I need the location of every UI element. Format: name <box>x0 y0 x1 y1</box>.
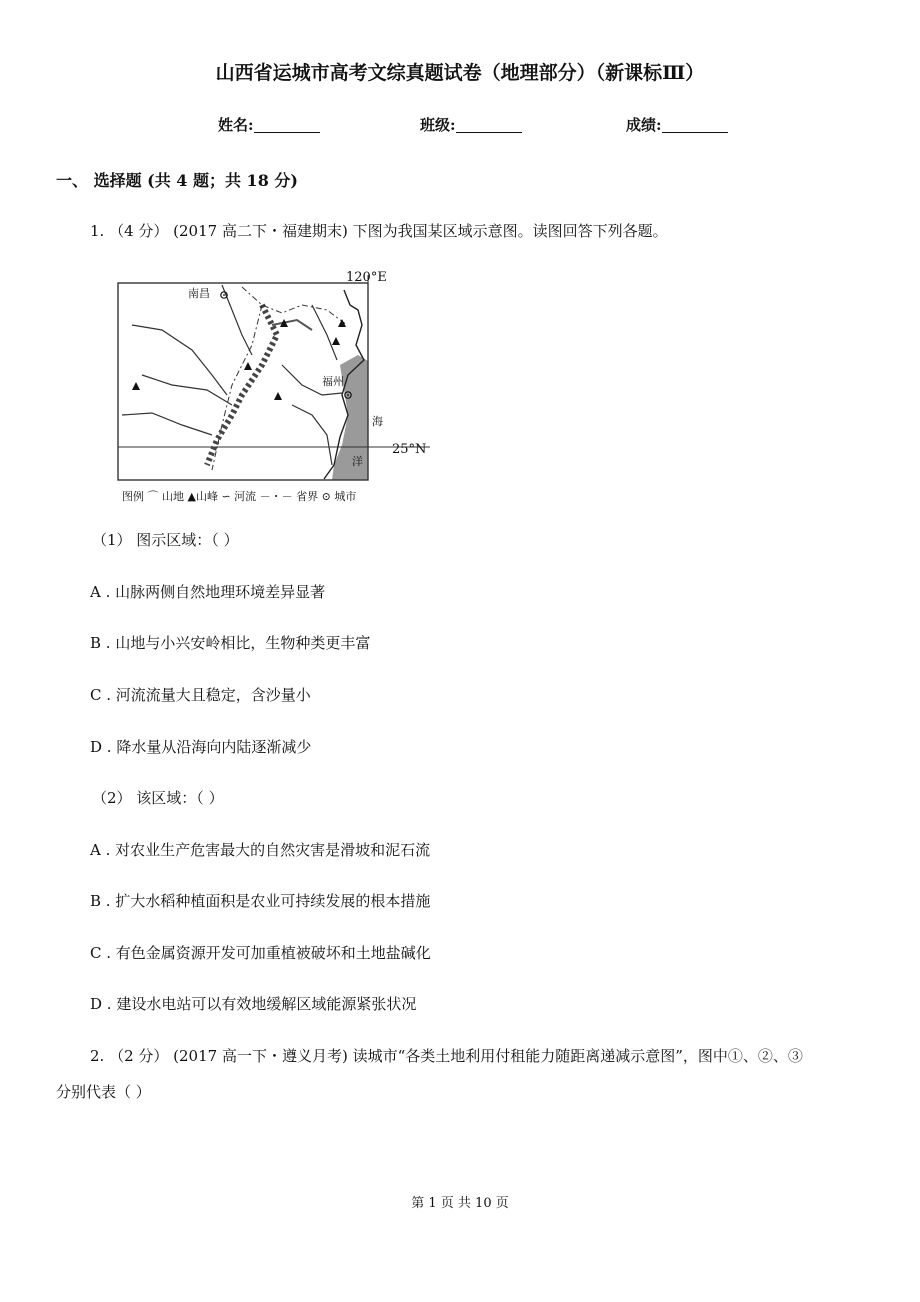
river <box>222 285 252 355</box>
q1-2-option-b[interactable]: B . 扩大水稻种植面积是农业可持续发展的根本措施 <box>90 892 431 910</box>
sea-label-1: 海 <box>372 415 383 428</box>
q1-1-option-b[interactable]: B . 山地与小兴安岭相比，生物种类更丰富 <box>90 634 371 652</box>
sea-label-2: 洋 <box>352 455 363 468</box>
name-blank[interactable] <box>254 118 320 133</box>
longitude-label: 120°E <box>346 270 387 285</box>
peak-icon <box>332 337 340 345</box>
latitude-label: 25°N <box>392 442 427 457</box>
class-label: 班级: <box>420 116 456 134</box>
province-boundary <box>242 287 347 325</box>
section-heading: 一、 选择题 (共 4 题；共 18 分) <box>56 171 298 190</box>
peak-icon <box>274 392 282 400</box>
question-1-stem: 1. （4 分） (2017 高二下・福建期末) 下图为我国某区域示意图。读图回答下列各题。 <box>90 222 668 240</box>
score-label: 成绩: <box>626 116 662 134</box>
mountain-ridge <box>272 320 312 330</box>
city-fuzhou-label: 福州 <box>322 375 344 388</box>
q1-1-option-c[interactable]: C . 河流流量大且稳定，含沙量小 <box>90 686 311 704</box>
q1-1-option-a[interactable]: A . 山脉两侧自然地理环境差异显著 <box>90 583 326 601</box>
river <box>132 325 227 395</box>
mountain-range <box>207 305 277 465</box>
class-field <box>420 114 522 135</box>
score-blank[interactable] <box>662 118 728 133</box>
river <box>292 405 332 465</box>
peak-icon <box>132 382 140 390</box>
city-nanchang-label: 南昌 <box>188 287 210 300</box>
q1-2-option-a[interactable]: A . 对农业生产危害最大的自然灾害是滑坡和泥石流 <box>90 841 431 859</box>
river <box>122 413 212 435</box>
region-map <box>112 265 442 510</box>
q1-1-option-d[interactable]: D . 降水量从沿海向内陆逐渐减少 <box>90 738 312 756</box>
map-legend: 图例 ⌒ 山地 ▲山峰 ∽ 河流 －・－ 省界 ⊙ 城市 <box>122 490 357 503</box>
class-blank[interactable] <box>456 118 522 133</box>
river <box>312 305 337 360</box>
page-footer: 第 1 页 共 10 页 <box>411 1196 509 1211</box>
question-2-stem-line2: 分别代表（ ） <box>56 1083 151 1101</box>
q1-2-option-c[interactable]: C . 有色金属资源开发可加重植被破坏和土地盐碱化 <box>90 944 431 962</box>
q1-2-option-d[interactable]: D . 建设水电站可以有效地缓解区域能源紧张状况 <box>90 995 417 1013</box>
subquestion-2-stem: （2） 该区域：（ ） <box>92 789 224 807</box>
page-title: 山西省运城市高考文综真题试卷（地理部分）（新课标Ⅲ） <box>215 62 705 84</box>
river <box>142 375 232 405</box>
name-field <box>218 114 320 135</box>
subquestion-1-stem: （1） 图示区域：（ ） <box>92 531 239 549</box>
name-label: 姓名: <box>218 116 254 134</box>
province-boundary <box>212 305 262 470</box>
question-2-stem-line1: 2. （2 分） (2017 高一下・遵义月考) 读城市“各类土地利用付租能力随距离递减示意图”，图中①、②、③ <box>90 1047 803 1065</box>
peak-icon <box>244 362 252 370</box>
score-field <box>626 114 728 135</box>
